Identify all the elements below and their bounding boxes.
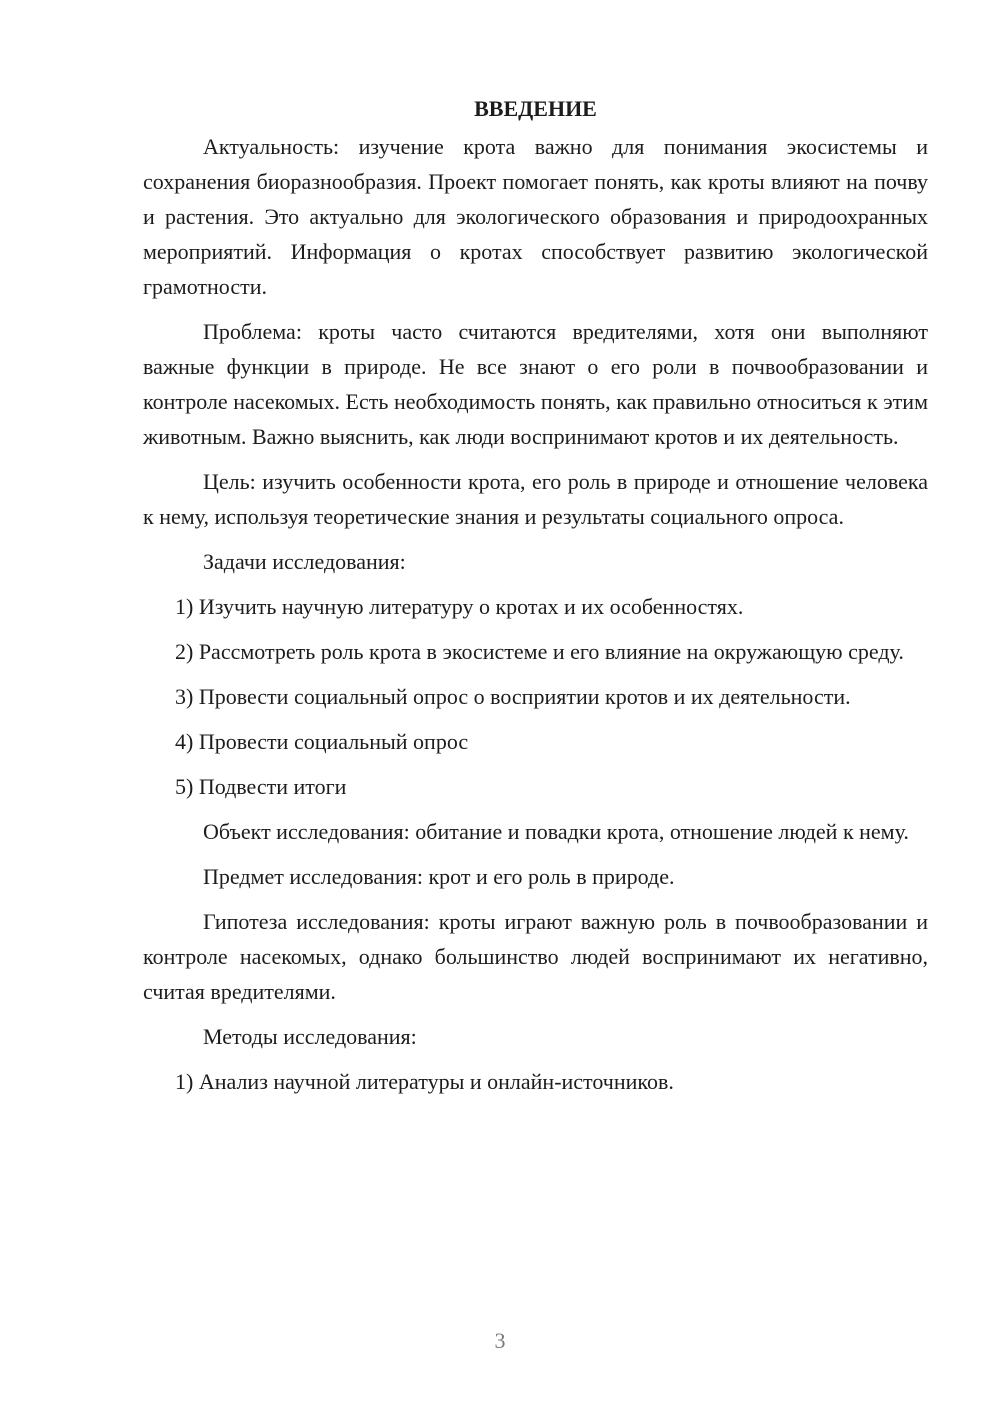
paragraph-hypothesis: Гипотеза исследования: кроты играют важную роль в почвообразовании и контроле насекомых, однако большинство людей воспринимают их негативно, считая вредителями.	[143, 909, 928, 1004]
page-number: 3	[494, 1328, 506, 1353]
document-page	[143, 92, 928, 1109]
paragraph-goal: Цель: изучить особенности крота, его роль в природе и отношение человека к нему, используя теоретические знания и результаты социального опроса.	[143, 469, 928, 529]
task-item-2: 2) Рассмотреть роль крота в экосистеме и его влияние на окружающую среду.	[175, 639, 904, 664]
section-title: ВВЕДЕНИЕ	[474, 96, 597, 121]
paragraph-relevance: Актуальность: изучение крота важно для понимания экосистемы и сохранения биоразнообразия. Проект помогает понять, как кроты влияют на почву и растения. Это актуально для экологического образования и природоохранных мероприятий. Информация о кротах способствует развитию экологической грамотности.	[143, 134, 928, 299]
task-item-5: 5) Подвести итоги	[175, 774, 347, 799]
paragraph-problem: Проблема: кроты часто считаются вредителями, хотя они выполняют важные функции в природе. Не все знают о его роли в почвообразовании и контроле насекомых. Есть необходимость понять, как правильно относиться к этим животным. Важно выяснить, как люди воспринимают кротов и их деятельность.	[143, 319, 928, 449]
paragraph-subject: Предмет исследования: крот и его роль в природе.	[203, 864, 675, 889]
paragraph-tasks-heading: Задачи исследования:	[203, 549, 406, 574]
task-item-1: 1) Изучить научную литературу о кротах и их особенностях.	[175, 594, 744, 619]
paragraph-methods-heading: Методы исследования:	[203, 1024, 417, 1049]
task-item-4: 4) Провести социальный опрос	[175, 729, 469, 754]
task-item-3: 3) Провести социальный опрос о восприятии кротов и их деятельности.	[175, 684, 851, 709]
paragraph-object: Объект исследования: обитание и повадки крота, отношение людей к нему.	[203, 819, 909, 844]
method-item-1: 1) Анализ научной литературы и онлайн-источников.	[175, 1069, 674, 1094]
